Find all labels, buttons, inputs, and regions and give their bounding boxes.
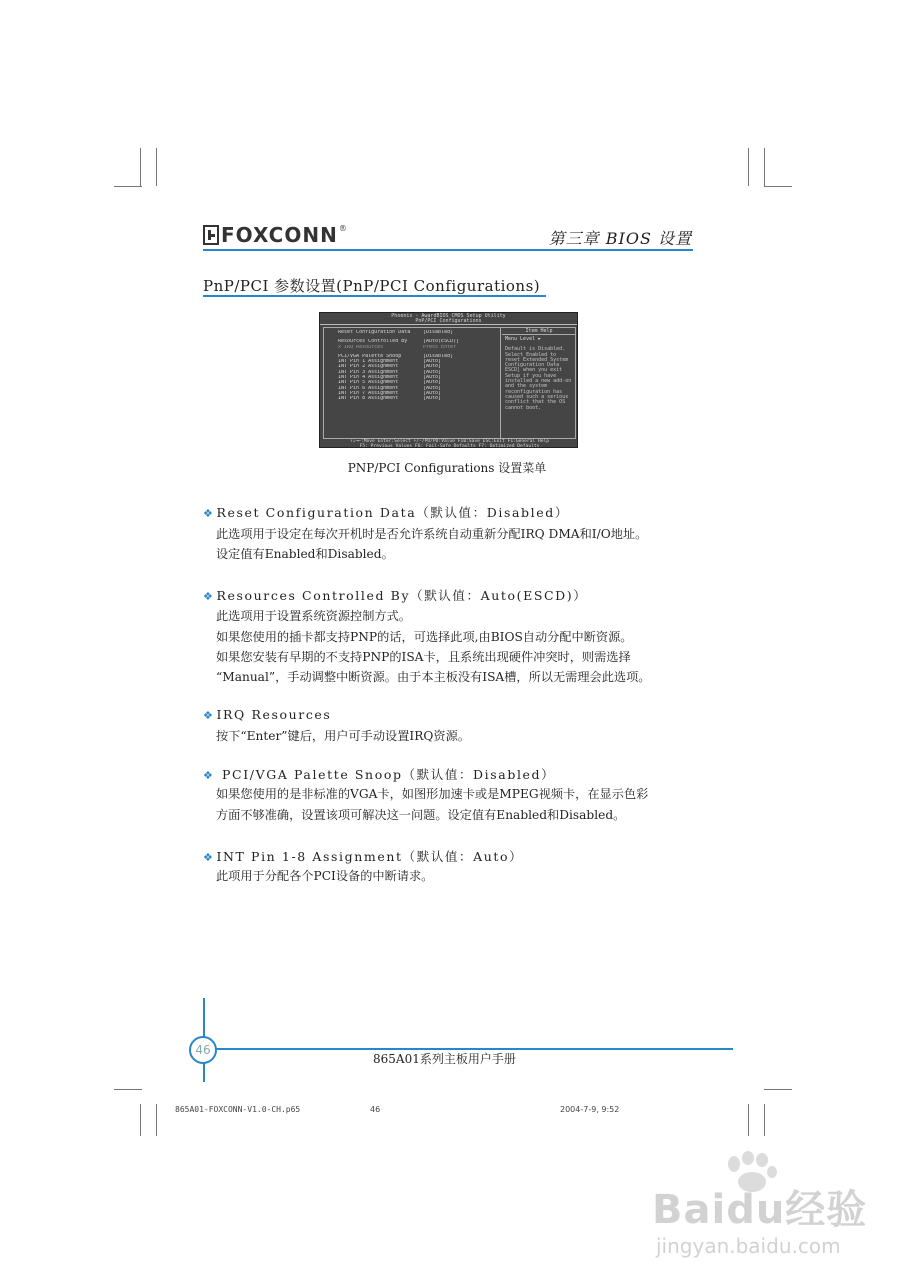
crop-mark xyxy=(140,148,141,186)
item-title-irq-resources xyxy=(203,707,331,722)
watermark-url: jingyan.baidu.com xyxy=(656,1234,841,1258)
item-title-resources-controlled-by xyxy=(203,586,587,604)
bios-row-key: INT Pin 8 Assignment xyxy=(338,396,399,402)
bios-row-value: [Auto] xyxy=(423,390,442,396)
bios-title xyxy=(320,313,577,325)
crop-mark xyxy=(764,148,765,186)
page-number: 46 xyxy=(195,1043,211,1057)
bios-row-key: INT Pin 3 Assignment xyxy=(338,369,399,375)
bios-row-value: [Auto] xyxy=(423,396,442,402)
print-slug-page: 46 xyxy=(370,1105,381,1114)
bios-row-value: [Auto] xyxy=(423,385,442,391)
item-title-text: Reset Configuration Data（默认值：Disabled） xyxy=(216,505,569,520)
figure-caption: PNP/PCI Configurations 设置菜单 xyxy=(347,461,547,475)
bios-title-line2: PnP/PCI Configurations xyxy=(415,318,482,325)
manual-title: 865A01系列主板用户手册 xyxy=(373,1052,516,1066)
bios-row-value: [Auto] xyxy=(423,369,442,375)
bios-row-value: [Auto] xyxy=(423,359,442,365)
bios-screenshot xyxy=(319,312,578,448)
bios-row-key: INT Pin 7 Assignment xyxy=(338,390,399,396)
chapter-heading: 第三章 BIOS 设置 xyxy=(548,229,692,248)
item-title-text: INT Pin 1-8 Assignment（默认值：Auto） xyxy=(216,849,524,864)
item-paragraph-line: 如果您使用的是非标准的VGA卡，如图形加速卡或是MPEG视频卡，在显示色彩 xyxy=(216,787,649,801)
bios-footer-line2: F5: Previous Values F6: Fail-Safe Defaults F7: Optimized Defaults xyxy=(359,443,540,448)
crop-mark xyxy=(748,1104,749,1136)
item-title-text: Resources Controlled By（默认值：Auto(ESCD)） xyxy=(216,588,588,603)
item-paragraph-line: 此项用于分配各个PCI设备的中断请求。 xyxy=(216,869,434,883)
crop-mark xyxy=(114,186,142,187)
bios-row xyxy=(338,345,500,350)
foxconn-logo xyxy=(203,224,347,246)
bios-help-panel xyxy=(502,328,576,438)
item-paragraph-line: 此选项用于设定在每次开机时是否允许系统自动重新分配IRQ DMA和I/O地址。 xyxy=(216,527,648,541)
bios-footer-line1: ↑↓→←:Move Enter:Select +/-/PU/PD:Value F10:Save ESC:Exit F1:General Help xyxy=(349,439,550,444)
bios-footer xyxy=(323,440,576,448)
bios-row-key: INT Pin 2 Assignment xyxy=(338,364,399,370)
item-title-reset-configuration xyxy=(203,503,569,521)
bios-row-value: [Auto] xyxy=(423,380,442,386)
bios-row-value: [Auto] xyxy=(423,375,442,381)
item-paragraph-line: 如果您安装有早期的不支持PNP的ISA卡，且系统出现硬件冲突时，则需选择 xyxy=(216,650,631,664)
crop-mark xyxy=(156,1104,157,1136)
diamond-bullet-icon: ❖ xyxy=(203,709,215,722)
crop-mark xyxy=(156,148,157,186)
crop-mark xyxy=(764,1104,765,1136)
bios-row-key: Reset Configuration Data xyxy=(338,330,411,335)
bios-menu-level: Menu Level ► xyxy=(505,336,542,342)
item-title-pci-vga-palette-snoop xyxy=(203,765,555,783)
crop-mark xyxy=(140,1104,141,1136)
section-title: PnP/PCI 参数设置(PnP/PCI Configurations) xyxy=(203,277,541,295)
bios-row-key: INT Pin 4 Assignment xyxy=(338,375,399,381)
crop-mark xyxy=(748,148,749,186)
crop-mark xyxy=(764,186,792,187)
logo-wordmark: FOXCONN xyxy=(221,223,338,247)
bios-settings-list xyxy=(324,328,501,438)
crop-mark xyxy=(114,1089,142,1090)
diamond-bullet-icon: ❖ xyxy=(203,590,215,603)
item-paragraph-line: “Manual”，手动调整中断资源。由于本主板没有ISA槽，所以无需理会此选项。 xyxy=(216,670,651,684)
item-title-text: IRQ Resources xyxy=(216,707,332,722)
bios-row-key: x IRQ Resources xyxy=(338,344,384,350)
bios-row-key: INT Pin 1 Assignment xyxy=(338,359,399,365)
print-slug-date: 2004-7-9, 9:52 xyxy=(560,1105,620,1114)
item-paragraph-line: 设定值有Enabled和Disabled。 xyxy=(216,547,394,561)
item-title-int-pin-assignment xyxy=(203,847,523,865)
item-paragraph-line: 如果您使用的插卡都支持PNP的话，可选择此项,由BIOS自动分配中断资源。 xyxy=(216,630,633,644)
bios-body xyxy=(323,327,576,439)
bios-row-key: Resources Controlled By xyxy=(338,339,408,345)
header-divider xyxy=(203,249,693,251)
bios-row-value: [Disabled] xyxy=(423,353,454,359)
bios-row-key: INT Pin 6 Assignment xyxy=(338,385,399,391)
diamond-bullet-icon: ❖ xyxy=(203,851,215,864)
item-title-text: PCI/VGA Palette Snoop（默认值：Disabled） xyxy=(216,767,556,782)
item-paragraph-line: 按下“Enter”键后，用户可手动设置IRQ资源。 xyxy=(216,729,470,743)
bios-item-help-header: Item Help xyxy=(502,328,576,335)
item-paragraph-line: 方面不够准确，设置该项可解决这一问题。设定值有Enabled和Disabled。 xyxy=(216,808,626,822)
section-title-underline xyxy=(203,295,546,297)
bios-row-value: [Auto] xyxy=(423,364,442,370)
bios-help-text: Default is Disabled. Select Enabled to reset Extended System Configuration Data ESCD] when you exit Setup if you have installed a new add-on and the system reconfiguration has caused such a serious conflict that the OS cannot boot. xyxy=(505,346,572,411)
page-number-badge xyxy=(189,1036,217,1064)
bios-title-line1: Phoenix - AwardBIOS CMOS Setup Utility xyxy=(391,313,506,319)
bios-row-value: Press Enter xyxy=(423,344,457,350)
bios-row-key: INT Pin 5 Assignment xyxy=(338,380,399,386)
bios-row-key: PCI/VGA Palette Snoop xyxy=(338,353,402,359)
watermark-brand: Baidu经验 xyxy=(652,1187,868,1233)
bios-row-value: [Disabled] xyxy=(423,330,454,335)
bios-row xyxy=(338,396,500,401)
print-slug-filename: 865A01-FOXCONN-V1.0-CH.p65 xyxy=(175,1105,301,1114)
bios-row-value: [Auto(ESCD)] xyxy=(423,339,460,345)
logo-mark-icon xyxy=(203,225,219,245)
bios-row xyxy=(338,330,500,335)
crop-mark xyxy=(764,1089,792,1090)
item-paragraph-line: 此选项用于设置系统资源控制方式。 xyxy=(216,609,411,623)
baidu-watermark xyxy=(652,1150,868,1270)
diamond-bullet-icon: ❖ xyxy=(203,507,215,520)
registered-icon: ® xyxy=(338,224,347,233)
diamond-bullet-icon: ❖ xyxy=(203,769,215,782)
